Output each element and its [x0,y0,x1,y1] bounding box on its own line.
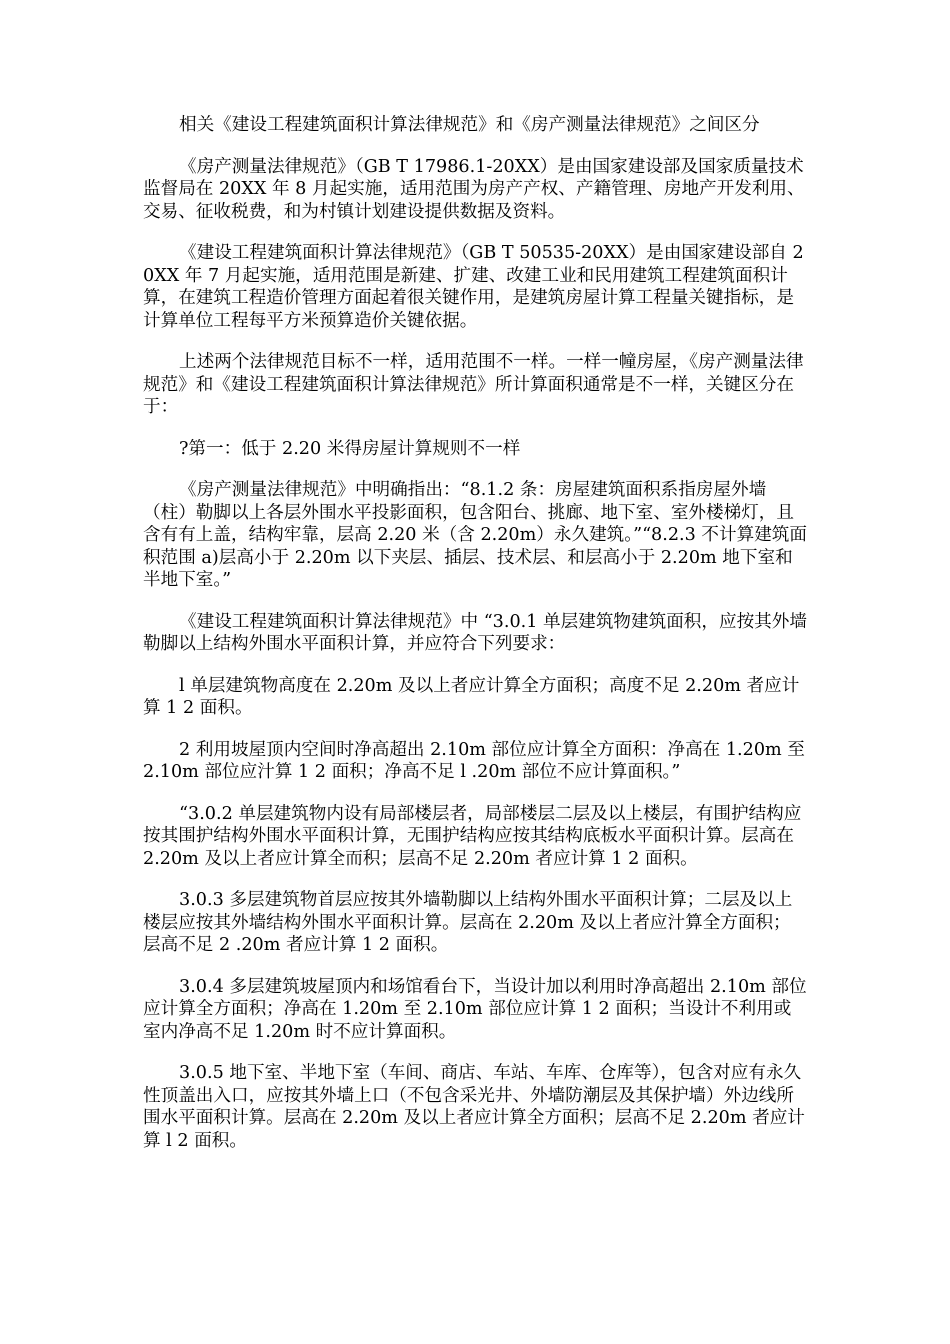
paragraph-clause-3-0-1: 《建设工程建筑面积计算法律规范》中 “3.0.1 单层建筑物建筑面积，应按其外墙勒脚以上结构外围水平面积计算，并应符合下列要求： [143,611,807,654]
paragraph-house-survey-standard: 《房产测量法律规范》（GB T 17986.1-20XX）是由国家建设部及国家质量技术监督局在 20XX 年 8 月起实施，适用范围为房产产权、产籍管理、房地产开发利用、交易、征收税费，和为村镇计划建设提供数据及资料。 [143,156,805,222]
document-title: 相关《建设工程建筑面积计算法律规范》和《房产测量法律规范》之间区分 [179,115,760,135]
paragraph-clause-3-0-3: 3.0.3 多层建筑物首层应按其外墙勒脚以上结构外围水平面积计算；二层及以上楼层应按其外墙结构外围水平面积计算。层高在 2.20m 及以上者应汁算全方面积；层高不足 2 .20m 者应计算 1 2 面积。 [143,890,793,955]
paragraph-survey-clause-quote: 《房产测量法律规范》中明确指出：“8.1.2 条：房屋建筑面积系指房屋外墙（柱）勒脚以上各层外围水平投影面积，包含阳台、挑廊、地下室、室外楼梯灯，且含有有上盖，结构牢靠，层高 2.20 米（含 2.20m）永久建筑。”“8.2.3 不计算建筑面积范围 a)层高小于 2.20m 以下夹层、插层、技术层、和层高小于 2.20m 地下室和半地下室。” [143,480,807,590]
paragraph-construction-area-standard: 《建设工程建筑面积计算法律规范》（GB T 50535-20XX）是由国家建设部自 20XX 年 7 月起实施，适用范围是新建、扩建、改建工业和民用建筑工程建筑面积计算，在建筑工程造价管理方面起着很关键作用，是建筑房屋计算工程量关键指标，是计算单位工程每平方米预算造价关键依据。 [143,243,804,331]
paragraph-differences-intro: 上述两个法律规范目标不一样，适用范围不一样。一样一幢房屋，《房产测量法律规范》和《建设工程建筑面积计算法律规范》所计算面积通常是不一样，关键区分在于： [143,352,804,417]
paragraph-first-difference: ?第一：低于 2.20 米得房屋计算规则不一样 [179,438,521,459]
paragraph-clause-3-0-1-item-2: 2 利用坡屋顶内空间时净高超出 2.10m 部位应计算全方面积：净高在 1.20m 至 2.10m 部位应汁算 1 2 面积；净高不足 l .20m 部位不应计算面积。” [143,739,805,782]
paragraph-clause-3-0-4: 3.0.4 多层建筑坡屋顶内和场馆看台下，当设计加以利用时净高超出 2.10m 部位应计算全方面积；净高在 1.20m 至 2.10m 部位应计算 1 2 面积；当设计不利用或室内净高不足 1.20m 时不应计算面积。 [143,976,807,1042]
paragraph-clause-3-0-2: “3.0.2 单层建筑物内设有局部楼层者，局部楼层二层及以上楼层，有围护结构应按其围护结构外围水平面积计算，无围护结构应按其结构底板水平面积计算。层高在 2.20m 及以上者应计算全而积；层高不足 2.20m 者应计算 1 2 面积。 [143,803,802,869]
paragraph-clause-3-0-5: 3.0.5 地下室、半地下室（车间、商店、车站、车库、仓库等），包含对应有永久性顶盖出入口，应按其外墙上口（不包含采光井、外墙防潮层及其保护墙）外边线所围水平面积计算。层高在 2.20m 及以上者应计算全方面积；层高不足 2.20m 者应计算 l 2 面积。 [143,1063,805,1151]
paragraph-clause-3-0-1-item-1: l 单层建筑物高度在 2.20m 及以上者应计算全方面积；高度不足 2.20m 者应计算 1 2 面积。 [143,675,800,718]
